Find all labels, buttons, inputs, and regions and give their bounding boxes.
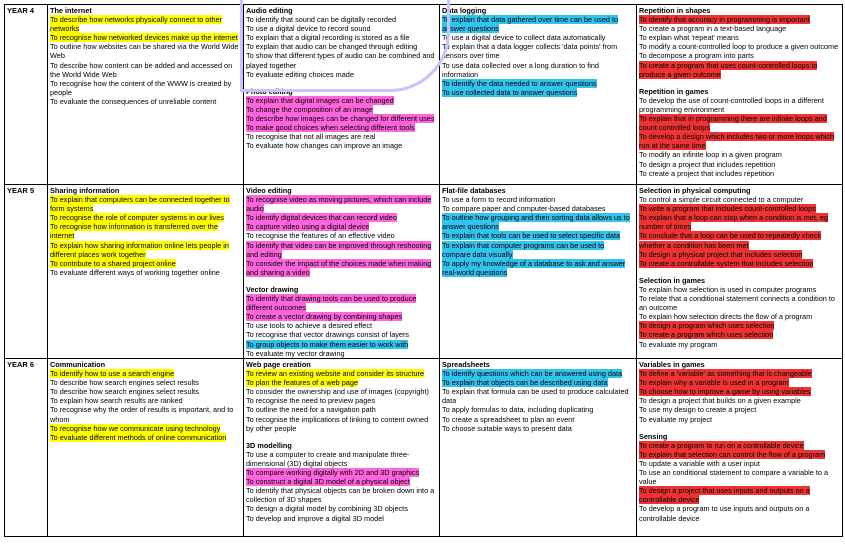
objective-item — [639, 441, 840, 450]
objective-text: To explain that computers can be connected together to form systems — [50, 195, 230, 214]
objective-text: To identify that physical objects can be broken down into a collection of 3D shapes — [246, 486, 435, 505]
objective-text: To modify an infinite loop in a given program — [639, 150, 782, 160]
objective-item — [442, 378, 634, 387]
objective-text: To capture video using a digital device — [246, 222, 370, 232]
objective-text: To use collected data to answer questions — [442, 87, 578, 97]
objective-item — [639, 96, 840, 114]
year-row — [5, 185, 843, 359]
objective-text: To use my design to create a project — [639, 405, 757, 415]
objective-item — [246, 312, 437, 321]
objective-item — [246, 123, 437, 132]
objective-text: To create a program to run on a controllable device — [639, 440, 804, 450]
objective-item — [246, 514, 437, 523]
objective-text: To create a spreadsheet to plan an event — [442, 414, 575, 424]
objective-text: To use a digital device to record sound — [246, 24, 371, 34]
objective-text: To use an conditional statement to compare a variable to a value — [639, 468, 829, 487]
unit-heading: Variables in games — [639, 360, 705, 369]
objective-text: To recognise video as moving pictures, which can include audio — [246, 195, 432, 214]
objective-text: To group objects to make them easier to work with — [246, 339, 409, 349]
objective-item — [50, 61, 241, 79]
objective-item — [246, 259, 437, 277]
unit-cell — [637, 5, 843, 185]
objective-item — [442, 424, 634, 433]
objective-text: To explain that audio can be changed through editing — [246, 42, 418, 52]
objective-text: To explain that data gathered over time can be used to answer questions — [442, 15, 619, 34]
objective-item — [246, 369, 437, 378]
objective-text: To design a digital model by combining 3D objects — [246, 504, 408, 514]
objective-text: To design a program which uses selection — [639, 321, 775, 331]
objective-item — [246, 330, 437, 339]
objective-item — [246, 450, 437, 468]
objective-text: To compare working digitally with 2D and 3D graphics — [246, 468, 420, 478]
objective-item — [246, 294, 437, 312]
unit-heading: Web page creation — [246, 360, 311, 369]
objective-text: To plan the features of a web page — [246, 378, 358, 388]
objective-text: To design a project that uses inputs and outputs on a controllable device — [639, 486, 810, 505]
objective-item — [639, 160, 840, 169]
objective-text: To create a program that uses count-controlled loops to produce a given outcome — [639, 60, 818, 79]
objective-text: To identify how to use a search engine — [50, 369, 175, 379]
objective-item — [639, 450, 840, 459]
objective-text: To identify that video can be improved through reshooting and editing — [246, 240, 432, 259]
objective-item — [246, 396, 437, 405]
objective-text: To contribute to a shared project online — [50, 258, 176, 268]
objective-item — [639, 312, 840, 321]
objective-text: To recognise how we communicate using technology — [50, 423, 221, 433]
objective-text: To evaluate different methods of online communication — [50, 432, 227, 442]
objective-text: To evaluate how changes can improve an image — [246, 141, 403, 151]
objective-text: To recognise why the order of results is important, and to whom — [50, 405, 234, 424]
objective-item — [639, 396, 840, 405]
objective-item — [246, 231, 437, 240]
objective-text: To describe how search engines select results — [50, 378, 199, 388]
objective-text: To outline how grouping and then sorting data allows us to answer questions — [442, 213, 630, 232]
unit-cell — [48, 5, 244, 185]
objective-text: To evaluate different ways of working together online — [50, 267, 220, 277]
objective-text: To identify that drawing tools can be used to produce different outcomes — [246, 294, 417, 313]
objective-text: To recognise that vector drawings consist of layers — [246, 330, 410, 340]
objective-text: To define a 'variable' as something that is changeable — [639, 369, 812, 379]
objective-item — [50, 396, 241, 405]
objective-text: To consider the ownership and use of images (copyright) — [246, 387, 429, 397]
objective-text: To show that different types of audio can be combined and played together — [246, 51, 435, 70]
objective-item — [50, 369, 241, 378]
pen-annotation-circle — [240, 0, 450, 92]
objective-item — [50, 42, 241, 60]
objective-text: To explain how search results are ranked — [50, 396, 183, 406]
unit-cell — [244, 185, 440, 359]
objective-item — [639, 195, 840, 204]
objective-item — [442, 415, 634, 424]
objective-item — [639, 169, 840, 178]
objective-item — [639, 285, 840, 294]
objective-text: To recognise how the content of the WWW is created by people — [50, 78, 232, 97]
objective-item — [639, 33, 840, 42]
objective-item — [639, 321, 840, 330]
objective-item — [639, 51, 840, 60]
unit-heading: Photo editing — [246, 86, 293, 96]
objective-item — [639, 150, 840, 159]
unit-spacer — [639, 79, 840, 87]
objective-text: To explain how selection directs the flow of a program — [639, 312, 813, 322]
objective-item — [639, 15, 840, 24]
objective-text: To design a physical project that includes selection — [639, 249, 803, 259]
unit-heading: Repetition in shapes — [639, 6, 711, 15]
unit-cell — [440, 185, 637, 359]
unit-heading: Flat-file databases — [442, 186, 506, 195]
objective-text: To modify a count-controlled loop to produce a given outcome — [639, 42, 839, 52]
objective-item — [442, 204, 634, 213]
objective-item — [50, 378, 241, 387]
unit-heading: Data logging — [442, 6, 487, 15]
objective-item — [639, 250, 840, 259]
unit-heading: Sharing information — [50, 186, 120, 195]
objective-item — [246, 105, 437, 114]
objective-text: To explain that a digital recording is stored as a file — [246, 33, 410, 43]
objective-text: To evaluate my program — [639, 339, 718, 349]
unit-heading: Repetition in games — [639, 86, 709, 96]
objective-item — [442, 15, 634, 33]
objective-item — [246, 321, 437, 330]
objective-item — [639, 378, 840, 387]
objective-item — [442, 42, 634, 60]
objective-item — [50, 79, 241, 97]
objective-text: To develop and improve a digital 3D model — [246, 513, 384, 523]
unit-spacer — [246, 433, 437, 441]
objective-item — [639, 213, 840, 231]
objective-text: To update a variable with a user input — [639, 458, 760, 468]
objective-text: To relate that a conditional statement connects a condition to an outcome — [639, 294, 835, 313]
objective-item — [442, 387, 634, 405]
objective-item — [639, 486, 840, 504]
objective-text: To recognise the role of computer systems in our lives — [50, 213, 224, 223]
objective-item — [50, 268, 241, 277]
unit-spacer — [246, 277, 437, 285]
unit-cell — [440, 5, 637, 185]
objective-item — [50, 241, 241, 259]
objective-text: To conclude that a loop can be used to repeatedly check whether a condition has been met — [639, 231, 822, 250]
objective-text: To describe how search engines select results — [50, 387, 199, 397]
objective-item — [639, 340, 840, 349]
objective-text: To describe how content can be added and accessed on the World Wide Web — [50, 60, 233, 79]
objective-text: To apply my knowledge of a database to ask and answer real-world questions — [442, 258, 626, 277]
objective-item — [246, 96, 437, 105]
objective-text: To use data collected over a long duration to find information — [442, 60, 599, 79]
objective-text: To choose suitable ways to present data — [442, 423, 572, 433]
objective-item — [246, 468, 437, 477]
objective-text: To identify that sound can be digitally recorded — [246, 15, 397, 25]
objective-item — [246, 114, 437, 123]
unit-heading: Video editing — [246, 186, 292, 195]
objective-text: To describe how networks physically connect to other networks — [50, 15, 222, 34]
objective-item — [639, 459, 840, 468]
year-label: YEAR 5 — [5, 185, 48, 359]
objective-item — [246, 405, 437, 414]
year-label: YEAR 6 — [5, 359, 48, 537]
unit-cell — [637, 359, 843, 537]
objective-text: To choose how to improve a game by using variables — [639, 387, 811, 397]
objective-text: To recognise the features of an effective video — [246, 231, 395, 241]
objective-text: To construct a digital 3D model of a physical object — [246, 477, 410, 487]
objective-text: To explain that in programming there are infinite loops and count controlled loops — [639, 114, 827, 133]
objective-text: To outline the need for a navigation path — [246, 405, 376, 415]
unit-heading: Spreadsheets — [442, 360, 490, 369]
objective-text: To create a vector drawing by combining shapes — [246, 312, 403, 322]
objective-item — [50, 433, 241, 442]
objective-item — [246, 132, 437, 141]
objective-item — [246, 222, 437, 231]
unit-heading: Vector drawing — [246, 284, 299, 294]
objective-item — [639, 405, 840, 414]
objective-text: To design a project that builds on a given example — [639, 396, 801, 406]
objective-text: To change the composition of an image — [246, 104, 373, 114]
objective-item — [50, 222, 241, 240]
objective-text: To evaluate my project — [639, 414, 713, 424]
objective-item — [442, 405, 634, 414]
objective-item — [246, 213, 437, 222]
objective-item — [639, 330, 840, 339]
objective-item — [50, 213, 241, 222]
objective-text: To explain that a loop can stop when a condition is met, eg number of times — [639, 213, 829, 232]
objective-text: To decompose a program into parts — [639, 51, 754, 61]
objective-text: To explain that a data logger collects 'data points' from sensors over time — [442, 42, 618, 61]
unit-heading: Communication — [50, 360, 106, 369]
objective-text: To apply formulas to data, including duplicating — [442, 405, 594, 415]
objective-text: To use a form to record information — [442, 195, 556, 205]
objective-text: To review an existing website and consider its structure — [246, 369, 425, 379]
objective-item — [246, 340, 437, 349]
objective-item — [50, 33, 241, 42]
objective-item — [639, 415, 840, 424]
unit-heading: The internet — [50, 6, 92, 15]
objective-text: To explain that tools can be used to select specific data — [442, 231, 621, 241]
objective-item — [246, 415, 437, 433]
unit-cell — [48, 359, 244, 537]
unit-cell — [48, 185, 244, 359]
objective-text: To recognise the implications of linking to content owned by other people — [246, 414, 429, 433]
objective-text: To identify that accuracy in programming is important — [639, 15, 810, 25]
objective-item — [442, 79, 634, 88]
objective-item — [639, 504, 840, 522]
objective-text: To explain that objects can be described using data — [442, 378, 608, 388]
objective-item — [50, 424, 241, 433]
unit-heading: 3D modelling — [246, 440, 292, 450]
objective-text: To compare paper and computer-based databases — [442, 204, 606, 214]
objective-text: To recognise the need to preview pages — [246, 396, 375, 406]
objective-item — [639, 468, 840, 486]
objective-text: To write a program that includes count-controlled loops — [639, 204, 816, 214]
objective-text: To explain how selection is used in computer programs — [639, 284, 817, 294]
objective-item — [50, 15, 241, 33]
objective-text: To create a program in a text-based language — [639, 24, 787, 34]
objective-item — [639, 114, 840, 132]
objective-item — [639, 24, 840, 33]
objective-item — [50, 387, 241, 396]
objective-text: To explain that formula can be used to produce calculated data — [442, 387, 629, 406]
objective-text: To use a digital device to collect data automatically — [442, 33, 606, 43]
objective-item — [442, 195, 634, 204]
objective-text: To design a project that includes repetition — [639, 159, 776, 169]
objective-item — [442, 369, 634, 378]
objective-item — [50, 195, 241, 213]
objective-item — [442, 241, 634, 259]
objective-text: To explain why a variable is used in a program — [639, 378, 789, 388]
unit-heading: Audio editing — [246, 6, 293, 15]
objective-item — [246, 486, 437, 504]
objective-text: To create a project that includes repetition — [639, 168, 775, 178]
unit-heading: Sensing — [639, 431, 668, 441]
year-row — [5, 359, 843, 537]
objective-text: To explain that computer programs can be used to compare data visually — [442, 240, 605, 259]
unit-heading: Selection in physical computing — [639, 186, 751, 195]
objective-text: To recognise how networked devices make up the internet — [50, 33, 238, 43]
objective-item — [246, 195, 437, 213]
objective-text: To identify digital devices that can record video — [246, 213, 397, 223]
objective-item — [442, 213, 634, 231]
objective-item — [246, 387, 437, 396]
unit-spacer — [639, 424, 840, 432]
objective-item — [442, 33, 634, 42]
objective-item — [639, 369, 840, 378]
objective-text: To evaluate editing choices made — [246, 69, 354, 79]
objective-text: To identify the data needed to answer questions — [442, 78, 597, 88]
objective-item — [50, 259, 241, 268]
objective-text: To outline how websites can be shared via the World Wide Web — [50, 42, 239, 61]
objective-item — [246, 349, 437, 358]
unit-cell — [440, 359, 637, 537]
objective-text: To recognise how information is transferred over the internet — [50, 222, 218, 241]
objective-text: To describe how images can be changed for different uses — [246, 114, 435, 124]
objective-item — [442, 88, 634, 97]
objective-text: To develop a design which includes two or more loops which run at the same time — [639, 132, 835, 151]
objective-item — [50, 405, 241, 423]
objective-item — [639, 231, 840, 249]
objective-item — [246, 378, 437, 387]
year-label: YEAR 4 — [5, 5, 48, 185]
objective-item — [639, 259, 840, 268]
objective-text: To recognise that not all images are real — [246, 132, 376, 142]
objective-text: To consider the impact of the choices made when making and sharing a video — [246, 258, 432, 277]
unit-spacer — [639, 268, 840, 276]
objective-text: To create a controllable system that includes selection — [639, 258, 814, 268]
unit-heading: Selection in games — [639, 275, 706, 285]
objective-text: To evaluate the consequences of unreliable content — [50, 96, 217, 106]
objective-text: To explain how sharing information online lets people in different places work together — [50, 240, 229, 259]
objective-item — [246, 477, 437, 486]
objective-item — [639, 42, 840, 51]
objective-item — [50, 97, 241, 106]
objective-item — [639, 61, 840, 79]
objective-item — [639, 132, 840, 150]
objective-text: To evaluate my vector drawing — [246, 348, 345, 358]
objective-text: To develop the use of count-controlled loops in a different programming environment — [639, 95, 824, 114]
unit-cell — [244, 359, 440, 537]
objective-text: To use a computer to create and manipulate three-dimensional (3D) digital objects — [246, 449, 410, 468]
objective-text: To develop a program to use inputs and outputs on a controllable device — [639, 504, 810, 523]
curriculum-table — [4, 4, 843, 537]
objective-item — [639, 294, 840, 312]
objective-text: To make good choices when selecting different tools — [246, 123, 415, 133]
objective-item — [246, 241, 437, 259]
objective-item — [246, 504, 437, 513]
objective-item — [639, 204, 840, 213]
objective-text: To explain what 'repeat' means — [639, 33, 739, 43]
objective-text: To explain that digital images can be changed — [246, 95, 394, 105]
objective-item — [639, 387, 840, 396]
objective-text: To create a program which uses selection — [639, 330, 774, 340]
objective-item — [442, 259, 634, 277]
objective-item — [442, 61, 634, 79]
unit-cell — [637, 185, 843, 359]
objective-item — [442, 231, 634, 240]
objective-text: To explain that selection can control the flow of a program — [639, 449, 826, 459]
objective-text: To control a simple circuit connected to a computer — [639, 195, 804, 205]
objective-text: To use tools to achieve a desired effect — [246, 321, 373, 331]
objective-item — [246, 141, 437, 150]
objective-text: To identify questions which can be answered using data — [442, 369, 623, 379]
